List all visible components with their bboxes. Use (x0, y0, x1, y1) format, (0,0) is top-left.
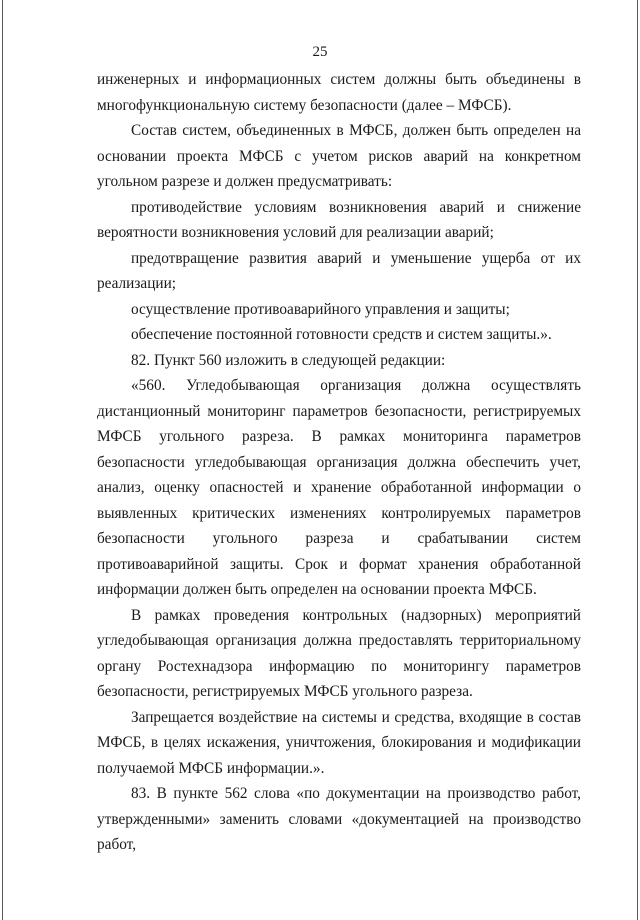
amendment-heading: 82. Пункт 560 изложить в следующей редакции: (131, 351, 446, 369)
paragraph: Состав систем, объединенных в МФСБ, должен быть определен на основании проекта МФСБ с учетом рисков аварий на конкретном угольном разрезе и должен предусматривать: (97, 122, 581, 190)
document-body (97, 67, 581, 858)
list-item-paragraph: обеспечение постоянной готовности средств и систем защиты.». (131, 326, 552, 343)
paragraph: Запрещается воздействие на системы и средства, входящие в состав МФСБ, в целях искажения, уничтожения, блокирования и модификации получаемой МФСБ информации.». (97, 708, 581, 777)
scan-edge-left (2, 0, 3, 920)
page-number: 25 (312, 44, 328, 60)
list-item-paragraph: противодействие условиям возникновения аварий и снижение вероятности возникновения условий для реализации аварий; (97, 198, 581, 241)
scan-edge-right (637, 0, 638, 920)
paragraph: В рамках проведения контрольных (надзорных) мероприятий угледобывающая организация должна предоставлять территориальному органу Ростехнадзора информацию по мониторингу параметров безопасности, регистрируемых МФСБ угольного разреза. (97, 606, 581, 700)
list-item-paragraph: осуществление противоаварийного управления и защиты; (131, 300, 510, 318)
paragraph: «560. Угледобывающая организация должна осуществлять дистанционный мониторинг параметров безопасности, регистрируемых МФСБ угольного разреза. В рамках мониторинга параметров безопасности угледобывающая организация должна обеспечить учет, анализ, оценку опасностей и хранение обработанной информации о выявленных критических изменениях контролируемых параметров безопасности угольного разреза и срабатывании систем противоаварийной защиты. Срок и формат хранения обработанной информации должен быть определен на основании проекта МФСБ. (97, 377, 581, 598)
list-item-paragraph: предотвращение развития аварий и уменьшение ущерба от их реализации; (97, 249, 581, 292)
paragraph: инженерных и информационных систем должны быть объединены в многофункциональную систему безопасности (далее – МФСБ). (97, 71, 581, 114)
amendment-heading: 83. В пункте 562 слова «по документации на производство работ, утвержденными» заменить словами «документацией на производство работ, (97, 785, 581, 853)
